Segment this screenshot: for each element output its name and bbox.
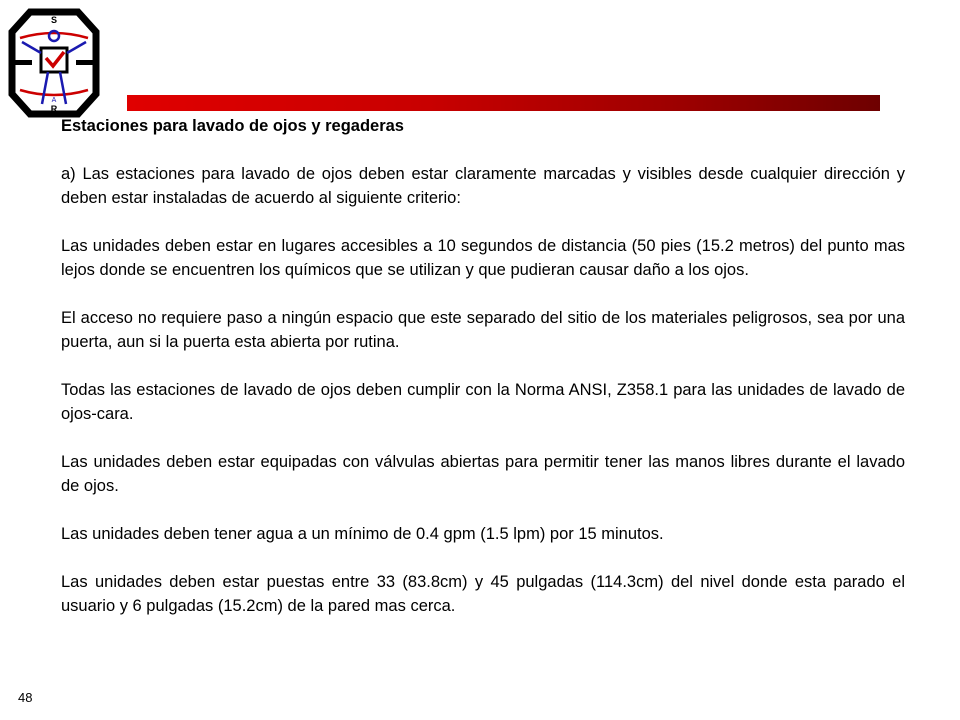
slide-content: [61, 114, 905, 642]
paragraph-access: El acceso no requiere paso a ningún espacio que este separado del sitio de los materiales peligrosos, sea por una puerta, aun si la puerta esta abierta por rutina.: [61, 309, 905, 351]
sora-logo: [8, 8, 100, 118]
paragraph-height: Las unidades deben estar puestas entre 33 (83.8cm) y 45 pulgadas (114.3cm) del nivel donde esta parado el usuario y 6 pulgadas (15.2cm) de la pared mas cerca.: [61, 573, 905, 615]
page-number: 48: [18, 690, 33, 705]
logo-letter-s: S: [50, 15, 58, 25]
paragraph-ansi: Todas las estaciones de lavado de ojos deben cumplir con la Norma ANSI, Z358.1 para las unidades de lavado de ojos-cara.: [61, 381, 905, 423]
sora-logo-icon: [8, 8, 100, 118]
header-bar: [127, 95, 880, 111]
paragraph-criteria: a) Las estaciones para lavado de ojos deben estar claramente marcadas y visibles desde cualquier dirección y deben estar instaladas de acuerdo al siguiente criterio:: [61, 165, 905, 207]
paragraph-flow: Las unidades deben tener agua a un mínimo de 0.4 gpm (1.5 lpm) por 15 minutos.: [61, 525, 664, 543]
logo-letter-r: R: [50, 104, 58, 114]
logo-letter-a: A: [51, 97, 57, 104]
logo-letter-o: O: [53, 42, 55, 43]
paragraph-distance: Las unidades deben estar en lugares accesibles a 10 segundos de distancia (50 pies (15.2 metros) del punto mas lejos donde se encuentren los químicos que se utilizan y que pudieran causar daño a los ojos.: [61, 237, 905, 279]
slide-title: Estaciones para lavado de ojos y regaderas: [61, 117, 404, 135]
paragraph-valves: Las unidades deben estar equipadas con válvulas abiertas para permitir tener las manos libres durante el lavado de ojos.: [61, 453, 905, 495]
